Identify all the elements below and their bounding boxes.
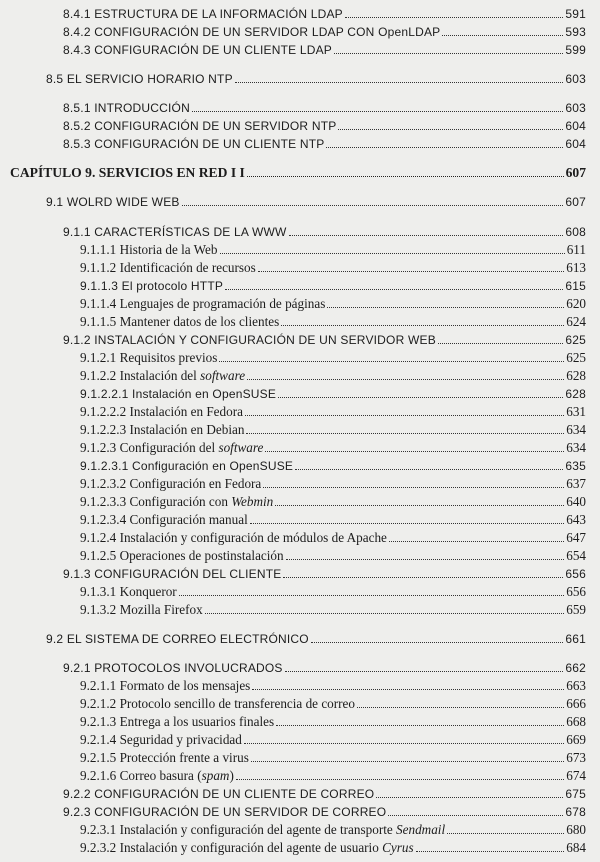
toc-entry-title-text: 9.1.1.5 Mantener datos de los clientes	[80, 314, 280, 329]
dot-leader	[219, 361, 564, 362]
dot-leader	[388, 815, 563, 816]
dot-leader	[251, 761, 564, 762]
dot-leader	[285, 671, 564, 672]
toc-entry	[0, 20, 600, 40]
toc-entry-title-text: 9.2.1.3 Entrega a los usuarios finales	[80, 714, 275, 729]
toc-entry	[0, 526, 600, 546]
toc-entry	[0, 746, 600, 766]
dot-leader	[258, 271, 564, 272]
toc-entry-title-text: 9.1.2.2.2 Instalación en Fedora	[80, 404, 243, 419]
toc-entry-title-text: 9.1.2.3.4 Configuración manual	[80, 512, 248, 527]
page-number: 654	[566, 548, 586, 563]
page-number: 662	[565, 661, 586, 675]
toc-entry-title-text: 9.1.2.2.3 Instalación en Debian	[80, 422, 245, 437]
toc-entry-title-text: 9.1.3.1 Konqueror	[80, 584, 177, 599]
toc-entry	[0, 382, 600, 402]
toc-entry-title-text: 9.1.2.5 Operaciones de postinstalación	[80, 548, 284, 563]
toc-entry-title-text: 9.1.2.3.2 Configuración en Fedora	[80, 476, 262, 491]
toc-entry-title-text: 9.1.2 INSTALACIÓN Y CONFIGURACIÓN DE UN SERVIDOR WEB	[63, 333, 436, 347]
page-number: 668	[566, 714, 586, 729]
dot-leader	[389, 541, 564, 542]
toc-entry	[0, 656, 600, 676]
page-number: 613	[566, 260, 586, 275]
toc-entry	[0, 96, 600, 116]
dot-leader	[246, 433, 564, 434]
dot-leader	[447, 833, 564, 834]
page-number: 663	[566, 678, 586, 693]
toc-entry	[0, 274, 600, 294]
toc-entry	[0, 436, 600, 456]
dot-leader	[263, 487, 564, 488]
page-number: 635	[565, 459, 586, 473]
toc-entry-title-text: 9.1.1.2 Identificación de recursos	[80, 260, 256, 275]
dot-leader	[438, 343, 563, 344]
toc-entry-title-text: 9.1.2.2 Instalación del	[80, 368, 201, 383]
dot-leader	[247, 176, 564, 177]
toc-entry-title-text: 9.2.1.4 Seguridad y privacidad	[80, 732, 242, 747]
page-number: 631	[566, 404, 586, 419]
page-number: 615	[565, 279, 586, 293]
dot-leader	[235, 82, 564, 83]
toc-entry	[0, 598, 600, 618]
page-number: 625	[565, 333, 586, 347]
dot-leader	[376, 797, 563, 798]
toc-entry-title-italic: Sendmail	[396, 822, 446, 837]
dot-leader	[442, 35, 563, 36]
dot-leader	[357, 707, 564, 708]
dot-leader	[289, 235, 564, 236]
dot-leader	[225, 289, 563, 290]
dot-leader	[245, 415, 564, 416]
page-number: 604	[565, 137, 586, 151]
toc-entry	[0, 544, 600, 564]
toc-entry-title-italic: Cyrus	[382, 840, 414, 855]
toc-entry-title-text: 9.1.2.3.3 Configuración con	[80, 494, 232, 509]
toc-entry-title-text: 8.4.3 CONFIGURACIÓN DE UN CLIENTE LDAP	[63, 43, 332, 57]
dot-leader	[182, 205, 564, 206]
toc-entry-title-text: 9.2 EL SISTEMA DE CORREO ELECTRÓNICO	[46, 632, 309, 646]
page-number: 604	[565, 119, 586, 133]
toc-entry-title-text: 9.1.3 CONFIGURACIÓN DEL CLIENTE	[63, 567, 282, 581]
page-number: 674	[566, 768, 586, 783]
toc-entry-title-text: 9.2.1.2 Protocolo sencillo de transferencia de correo	[80, 696, 356, 711]
toc-entry-title-text: 9.2.3 CONFIGURACIÓN DE UN SERVIDOR DE CORREO	[63, 805, 387, 819]
toc-entry	[0, 220, 600, 240]
page-number: 637	[566, 476, 586, 491]
toc-entry-title	[63, 42, 332, 58]
page-number: 656	[566, 584, 586, 599]
page-number: 611	[566, 242, 586, 257]
page-number: 607	[565, 165, 586, 180]
toc-entry-title-text: 9.2.3.2 Instalación y configuración del agente de usuario	[80, 840, 383, 855]
dot-leader	[283, 577, 563, 578]
dot-leader	[276, 725, 564, 726]
dot-leader	[295, 469, 563, 470]
toc-entry-title-text: 9.2.3.1 Instalación y configuración del agente de transporte	[80, 822, 397, 837]
dot-leader	[278, 397, 563, 398]
toc-entry	[0, 764, 600, 784]
page-number: 593	[565, 25, 586, 39]
toc-entry	[0, 256, 600, 276]
page-number: 647	[566, 530, 586, 545]
toc-entry	[0, 728, 600, 748]
toc-entry-title-text: 8.5.2 CONFIGURACIÓN DE UN SERVIDOR NTP	[63, 119, 337, 133]
toc-entry-title-text: 9.1.2.3 Configuración del	[80, 440, 219, 455]
toc-entry	[0, 114, 600, 134]
toc-entry-title-text: 9.1.2.2.1 Instalación en OpenSUSE	[80, 387, 277, 401]
toc-entry	[0, 346, 600, 366]
toc-entry-title	[63, 136, 324, 152]
toc-entry-title-italic: software	[218, 440, 264, 455]
page-number: 603	[565, 72, 586, 86]
dot-leader	[311, 642, 564, 643]
toc-entry-title-text: 9.1.1.1 Historia de la Web	[80, 242, 218, 257]
toc-entry	[0, 328, 600, 348]
toc-entry-title	[46, 71, 233, 87]
page-number: 591	[565, 7, 586, 21]
page-number: 684	[566, 840, 586, 855]
page-number: 673	[566, 750, 586, 765]
toc-entry	[0, 238, 600, 258]
toc-entry-title-text: CAPÍTULO 9. SERVICIOS EN RED I I	[10, 165, 245, 180]
toc-entry-title-suffix: )	[229, 768, 234, 783]
dot-leader	[345, 17, 564, 18]
toc-entry-title-text: 9.2.2 CONFIGURACIÓN DE UN CLIENTE DE CORREO	[63, 787, 375, 801]
page-number: 661	[565, 632, 586, 646]
page-number: 656	[565, 567, 586, 581]
toc-entry	[0, 472, 600, 492]
page-number: 625	[566, 350, 586, 365]
page-number: 669	[566, 732, 586, 747]
page-number: 643	[566, 512, 586, 527]
toc-entry-title-text: 8.5 EL SERVICIO HORARIO NTP	[46, 72, 233, 86]
toc-entry-title-text: 9.1.2.3.1 Configuración en OpenSUSE	[80, 459, 294, 473]
toc-entry	[0, 161, 600, 181]
page-number: 628	[565, 387, 586, 401]
toc-entry-title-text: 9.1 WOLRD WIDE WEB	[46, 195, 180, 209]
dot-leader	[247, 379, 564, 380]
dot-leader	[327, 307, 564, 308]
toc-entry-title-italic: Webmin	[231, 494, 274, 509]
toc-entry	[0, 67, 600, 87]
toc-entry-title-italic: software	[200, 368, 246, 383]
toc-entry	[0, 508, 600, 528]
dot-leader	[252, 689, 564, 690]
toc-entry	[0, 132, 600, 152]
toc-entry	[0, 490, 600, 510]
dot-leader	[416, 851, 565, 852]
toc-entry	[0, 580, 600, 600]
toc-entry	[0, 400, 600, 420]
toc-entry-title-text: 8.5.3 CONFIGURACIÓN DE UN CLIENTE NTP	[63, 137, 325, 151]
page-number: 678	[565, 805, 586, 819]
page-number: 603	[565, 101, 586, 115]
dot-leader	[244, 743, 564, 744]
page-number: 599	[565, 43, 586, 57]
toc-entry	[0, 800, 600, 820]
toc-entry	[0, 418, 600, 438]
dot-leader	[236, 779, 564, 780]
toc-entry	[0, 364, 600, 384]
toc-entry	[0, 310, 600, 330]
toc-entry-title-text: 8.4.1 ESTRUCTURA DE LA INFORMACIÓN LDAP	[63, 7, 343, 21]
page-number: 608	[565, 225, 586, 239]
dot-leader	[192, 111, 563, 112]
toc-entry-title-text: 9.2.1.1 Formato de los mensajes	[80, 678, 251, 693]
dot-leader	[275, 505, 564, 506]
toc-entry-title-text: 9.1.1 CARACTERÍSTICAS DE LA WWW	[63, 225, 287, 239]
dot-leader	[326, 147, 563, 148]
toc-entry-title	[46, 194, 180, 210]
toc-entry	[0, 627, 600, 647]
toc-entry-title	[80, 840, 414, 856]
page-number: 634	[566, 440, 586, 455]
dot-leader	[265, 451, 564, 452]
page-number: 628	[566, 368, 586, 383]
toc-entry-title-text: 9.2.1 PROTOCOLOS INVOLUCRADOS	[63, 661, 283, 675]
page-number: 607	[565, 195, 586, 209]
page-number: 624	[566, 314, 586, 329]
toc-entry	[0, 782, 600, 802]
toc-entry-title-text: 9.2.1.5 Protección frente a virus	[80, 750, 249, 765]
toc-entry-title-text: 9.2.1.6 Correo basura (	[80, 768, 202, 783]
page-number: 634	[566, 422, 586, 437]
toc-entry	[0, 292, 600, 312]
toc-entry-title	[46, 631, 309, 647]
dot-leader	[179, 595, 565, 596]
toc-entry-title-text: 9.1.2.4 Instalación y configuración de módulos de Apache	[80, 530, 387, 545]
page-number: 675	[565, 787, 586, 801]
dot-leader	[281, 325, 564, 326]
toc-entry	[0, 692, 600, 712]
toc-entry	[0, 454, 600, 474]
dot-leader	[205, 613, 565, 614]
toc-entry	[0, 38, 600, 58]
page-number: 620	[566, 296, 586, 311]
page-number: 680	[566, 822, 586, 837]
page-number: 659	[566, 602, 586, 617]
toc-entry	[0, 710, 600, 730]
toc-entry-title-text: 9.1.1.4 Lenguajes de programación de páginas	[80, 296, 326, 311]
toc-entry	[0, 674, 600, 694]
toc-entry-title-text: 9.1.3.2 Mozilla Firefox	[80, 602, 203, 617]
page-number: 640	[566, 494, 586, 509]
toc-entry-title-text: 8.4.2 CONFIGURACIÓN DE UN SERVIDOR LDAP CON OpenLDAP	[63, 25, 441, 39]
toc-entry-title	[10, 165, 245, 181]
dot-leader	[334, 53, 563, 54]
dot-leader	[286, 559, 565, 560]
toc-entry-title-text: 9.1.1.3 El protocolo HTTP	[80, 279, 224, 293]
toc-entry	[0, 562, 600, 582]
toc-entry	[0, 190, 600, 210]
toc-entry	[0, 836, 600, 856]
toc-entry-title	[80, 602, 203, 618]
dot-leader	[338, 129, 563, 130]
dot-leader	[220, 253, 565, 254]
toc-entry	[0, 818, 600, 838]
toc-entry-title-italic: spam	[201, 768, 230, 783]
toc-entry-title-text: 9.1.2.1 Requisitos previos	[80, 350, 218, 365]
toc-entry	[0, 2, 600, 22]
page-number: 666	[566, 696, 586, 711]
toc-entry-title-text: 8.5.1 INTRODUCCIÓN	[63, 101, 190, 115]
dot-leader	[250, 523, 564, 524]
